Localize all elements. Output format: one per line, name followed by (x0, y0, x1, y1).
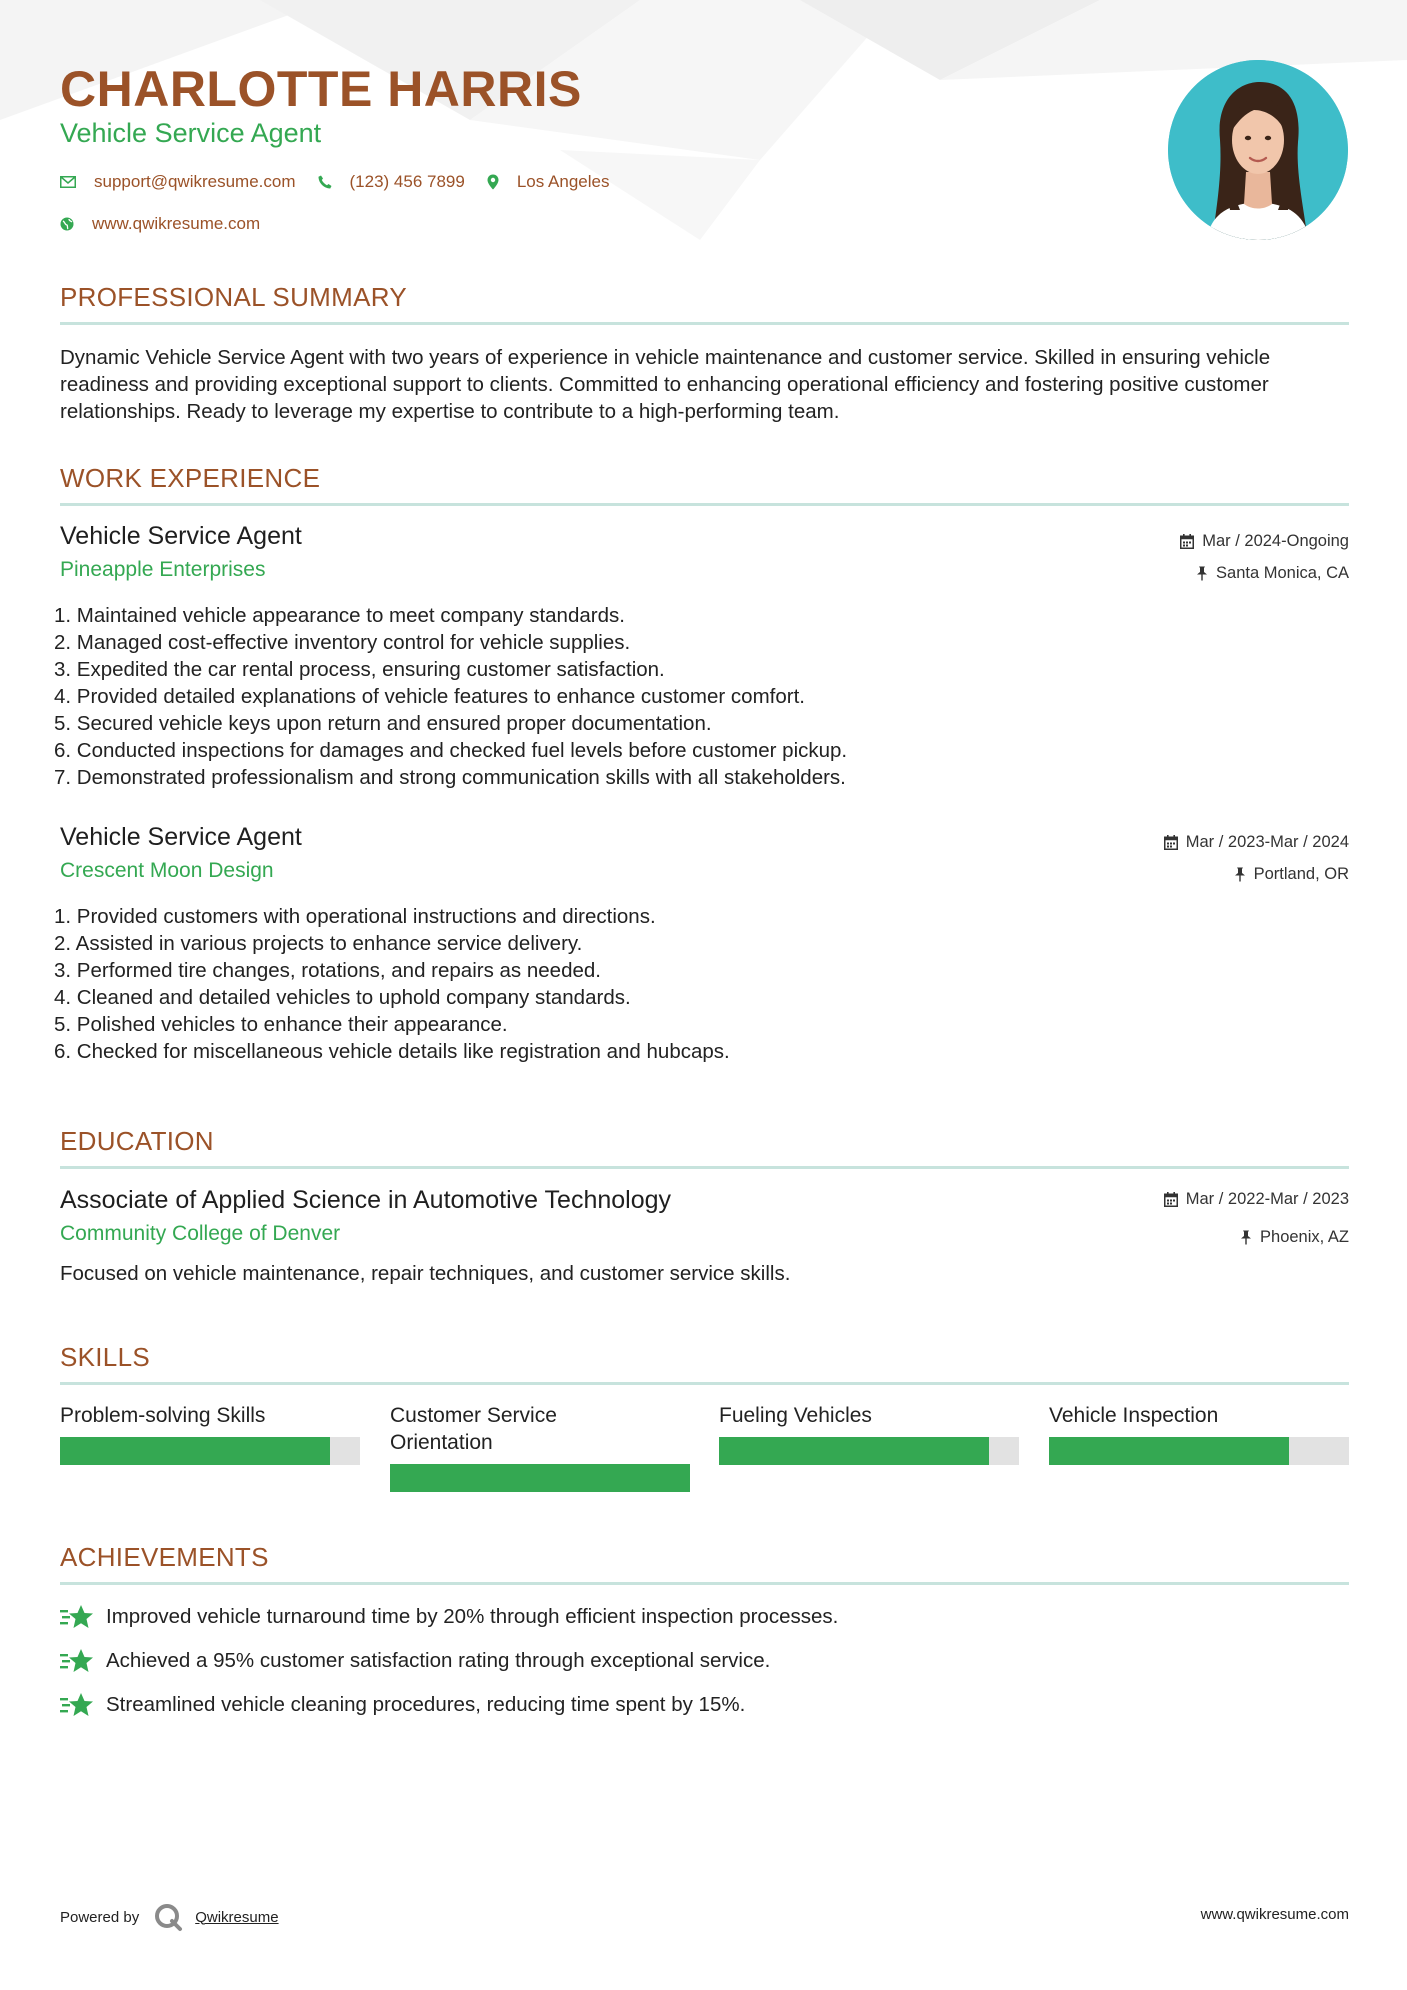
star-award-icon (60, 1604, 94, 1630)
section-divider (60, 1382, 1349, 1385)
skill-bar (719, 1437, 1019, 1465)
list-item: 5. Secured vehicle keys upon return and ensured proper documentation. (54, 712, 712, 735)
contact-email[interactable] (60, 172, 296, 192)
contact-row-primary (60, 172, 631, 192)
calendar-icon (1164, 1192, 1178, 1207)
footer-powered-by (60, 1902, 279, 1932)
job-company: Pineapple Enterprises (60, 558, 266, 581)
job-role: Vehicle Service Agent (60, 823, 302, 851)
section-divider (60, 322, 1349, 325)
job-bullets (54, 903, 730, 1065)
list-item: 6. Conducted inspections for damages and checked fuel levels before customer pickup. (54, 739, 848, 762)
education-degree: Associate of Applied Science in Automotive Technology (60, 1186, 672, 1214)
skill-bar-fill (719, 1437, 989, 1465)
profile-photo (1168, 60, 1348, 240)
star-award-icon (60, 1692, 94, 1718)
job-date (1180, 532, 1349, 551)
skill-bar (1049, 1437, 1349, 1465)
section-title-achievements: ACHIEVEMENTS (60, 1542, 269, 1572)
section-title-skills: SKILLS (60, 1342, 150, 1372)
job-date-text: Mar / 2023-Mar / 2024 (1185, 833, 1349, 851)
job-bullets (54, 602, 847, 791)
website-text: www.qwikresume.com (92, 214, 261, 233)
pushpin-icon (1240, 1230, 1252, 1245)
section-divider (60, 1166, 1349, 1169)
phone-text: (123) 456 7899 (349, 172, 465, 191)
globe-icon (60, 217, 74, 231)
skill-label: Problem-solving Skills (60, 1404, 266, 1427)
powered-by-label: Powered by (60, 1908, 140, 1926)
skill-label: Customer Service Orientation (390, 1404, 557, 1454)
skill-label: Fueling Vehicles (719, 1404, 872, 1427)
list-item: 1. Maintained vehicle appearance to meet company standards. (54, 604, 625, 627)
contact-row-secondary (60, 214, 282, 234)
list-item: 3. Expedited the car rental process, ensuring customer satisfaction. (54, 658, 665, 681)
achievement-text: Streamlined vehicle cleaning procedures, reducing time spent by 15%. (106, 1693, 746, 1716)
skill-item (719, 1402, 1019, 1465)
list-item: 4. Provided detailed explanations of vehicle features to enhance customer comfort. (54, 685, 805, 708)
qwikresume-link[interactable]: Qwikresume (195, 1908, 279, 1926)
education-description: Focused on vehicle maintenance, repair techniques, and customer service skills. (60, 1262, 791, 1285)
footer-url[interactable]: www.qwikresume.com (1200, 1906, 1349, 1923)
calendar-icon (1180, 534, 1194, 549)
skill-bar (60, 1437, 360, 1465)
section-title-education: EDUCATION (60, 1126, 214, 1156)
section-divider (60, 503, 1349, 506)
qwikresume-logo-icon (153, 1902, 183, 1932)
skill-bar-fill (60, 1437, 330, 1465)
education-location (1240, 1228, 1349, 1247)
education-location-text: Phoenix, AZ (1260, 1228, 1349, 1246)
calendar-icon (1164, 835, 1178, 850)
candidate-name: CHARLOTTE HARRIS (60, 61, 582, 117)
list-item: 7. Demonstrated professionalism and strong communication skills with all stakeholders. (54, 766, 846, 789)
job-company: Crescent Moon Design (60, 859, 274, 882)
section-title-summary: PROFESSIONAL SUMMARY (60, 282, 407, 312)
skill-item (60, 1402, 360, 1465)
job-location (1196, 564, 1349, 583)
section-divider (60, 1582, 1349, 1585)
achievement-text: Achieved a 95% customer satisfaction rating through exceptional service. (106, 1649, 771, 1672)
star-award-icon (60, 1648, 94, 1674)
achievement-text: Improved vehicle turnaround time by 20% through efficient inspection processes. (106, 1605, 839, 1628)
skill-bar-fill (1049, 1437, 1289, 1465)
skill-label: Vehicle Inspection (1049, 1404, 1219, 1427)
list-item: 5. Polished vehicles to enhance their appearance. (54, 1013, 508, 1036)
section-title-experience: WORK EXPERIENCE (60, 463, 321, 493)
list-item: 6. Checked for miscellaneous vehicle details like registration and hubcaps. (54, 1040, 730, 1063)
skill-bar-fill (390, 1464, 690, 1492)
skill-item (1049, 1402, 1349, 1465)
location-text: Los Angeles (516, 172, 610, 191)
job-location-text: Portland, OR (1253, 865, 1349, 883)
job-role: Vehicle Service Agent (60, 522, 302, 550)
list-item: 1. Provided customers with operational instructions and directions. (54, 905, 656, 928)
envelope-icon (60, 176, 76, 188)
candidate-title: Vehicle Service Agent (60, 118, 322, 148)
email-text: support@qwikresume.com (94, 172, 296, 191)
phone-icon (318, 175, 332, 189)
job-entry (54, 823, 1349, 1073)
list-item: 4. Cleaned and detailed vehicles to uphold company standards. (54, 986, 631, 1009)
pushpin-icon (1234, 867, 1246, 882)
contact-location (487, 172, 610, 192)
skill-item (390, 1402, 690, 1492)
job-entry (54, 522, 1349, 802)
list-item: 2. Assisted in various projects to enhance service delivery. (54, 932, 583, 955)
list-item: 3. Performed tire changes, rotations, and repairs as needed. (54, 959, 601, 982)
achievement-item (60, 1648, 770, 1674)
contact-website[interactable] (60, 214, 260, 234)
job-date-text: Mar / 2024-Ongoing (1202, 532, 1349, 550)
job-location (1234, 865, 1349, 884)
map-pin-icon (487, 174, 499, 190)
pushpin-icon (1196, 566, 1208, 581)
skill-bar (390, 1464, 690, 1492)
achievement-item (60, 1692, 745, 1718)
education-date (1164, 1190, 1349, 1209)
job-location-text: Santa Monica, CA (1216, 564, 1349, 582)
education-school: Community College of Denver (60, 1222, 341, 1245)
job-date (1164, 833, 1349, 852)
resume-page (54, 0, 1349, 1990)
contact-phone[interactable] (318, 172, 465, 192)
education-entry (60, 1186, 1349, 1306)
summary-text: Dynamic Vehicle Service Agent with two years of experience in vehicle maintenance and customer service. Skilled in ensuring vehicle readiness and providing exceptional support to clients. Committed to enhancing operational efficiency and fostering positive customer relationships. Ready to leverage my expertise to contribute to a high-performing team. (60, 346, 1271, 423)
list-item: 2. Managed cost-effective inventory control for vehicle supplies. (54, 631, 631, 654)
education-date-text: Mar / 2022-Mar / 2023 (1185, 1190, 1349, 1208)
achievement-item (60, 1604, 838, 1630)
